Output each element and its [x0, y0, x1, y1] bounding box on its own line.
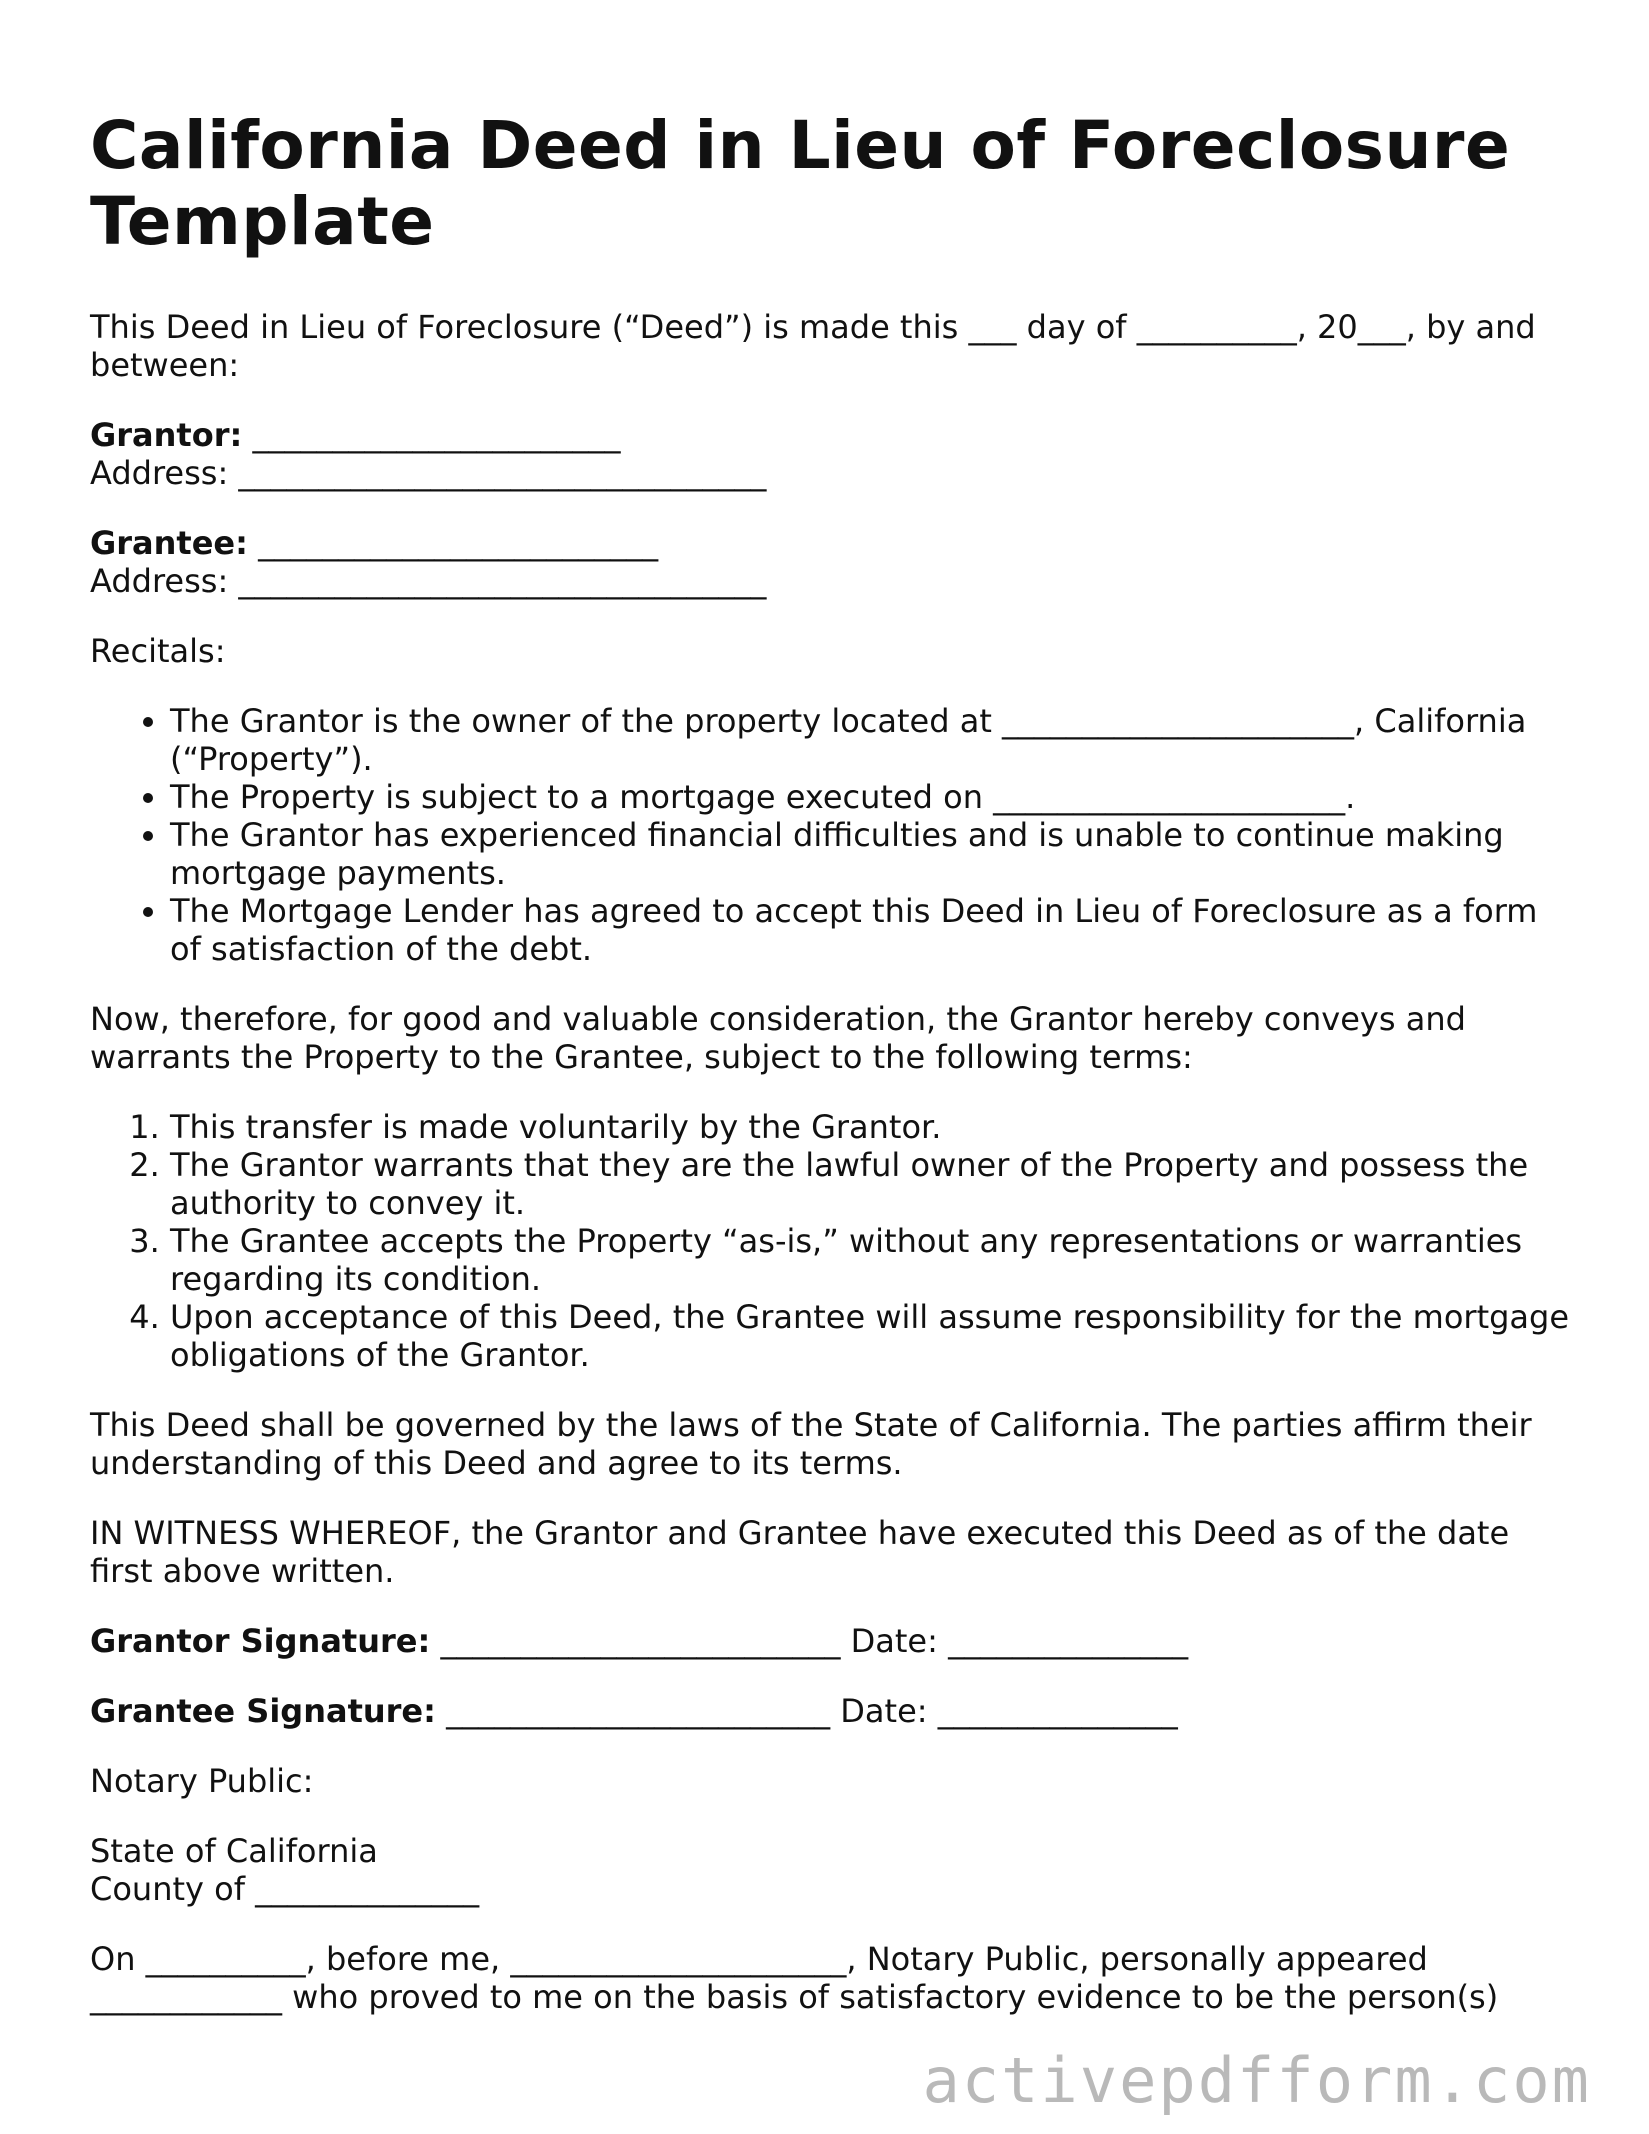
list-item: • The Property is subject to a mortgage executed on ______________________. — [170, 778, 1570, 816]
list-item: 2. The Grantor warrants that they are the lawful owner of the Property and possess the authority to convey it. — [170, 1146, 1570, 1222]
venue-block — [90, 1832, 1570, 1908]
grantor-signature-label: Grantor Signature: — [90, 1622, 431, 1660]
grantee-signature-line — [90, 1692, 1570, 1730]
list-item: • The Grantor is the owner of the property located at ______________________, California (“Property”). — [170, 702, 1570, 778]
county-line: County of ______________ — [90, 1870, 480, 1908]
grantee-label: Grantee: — [90, 524, 248, 562]
list-item: • The Mortgage Lender has agreed to accept this Deed in Lieu of Foreclosure as a form of satisfaction of the debt. — [170, 892, 1570, 968]
governing-law-paragraph: This Deed shall be governed by the laws of the State of California. The parties affirm their understanding of this Deed and agree to its terms. — [90, 1406, 1532, 1482]
grantor-signature-line — [90, 1622, 1570, 1660]
intro-paragraph: This Deed in Lieu of Foreclosure (“Deed”) is made this ___ day of __________, 20___, by and between: — [90, 308, 1536, 384]
grantee-signature-label: Grantee Signature: — [90, 1692, 436, 1730]
document-title: California Deed in Lieu of Foreclosure Template — [90, 107, 1511, 260]
grantor-signature-blanks: _________________________ Date: _______________ — [430, 1622, 1189, 1660]
notary-heading: Notary Public: — [90, 1762, 314, 1800]
witness-paragraph: IN WITNESS WHEREOF, the Grantor and Grantee have executed this Deed as of the date first above written. — [90, 1514, 1510, 1590]
notary-paragraph: On __________, before me, _____________________, Notary Public, personally appeared ____________ who proved to me on the basis of satisfactory evidence to be the person(s) — [90, 1940, 1499, 2016]
list-item: 3. The Grantee accepts the Property “as-is,” without any representations or warranties regarding its condition. — [170, 1222, 1570, 1298]
grantee-name-blank: _________________________ — [247, 524, 659, 562]
grantor-name-blank: _______________________ — [242, 416, 621, 454]
grantee-line — [90, 524, 1570, 562]
recitals-heading: Recitals: — [90, 632, 226, 670]
list-item: 1. This transfer is made voluntarily by the Grantor. — [170, 1108, 1570, 1146]
grantee-signature-blanks: ________________________ Date: _______________ — [435, 1692, 1178, 1730]
list-item: • The Grantor has experienced financial difficulties and is unable to continue making mortgage payments. — [170, 816, 1570, 892]
grantor-address: Address: _________________________________ — [90, 454, 767, 492]
conveyance-paragraph: Now, therefore, for good and valuable consideration, the Grantor hereby conveys and warrants the Property to the Grantee, subject to the following terms: — [90, 1000, 1466, 1076]
recitals-list — [90, 702, 1570, 968]
terms-list — [90, 1108, 1570, 1374]
document-page — [90, 108, 1570, 2048]
state-line: State of California — [90, 1832, 378, 1870]
watermark: activepdfform.com — [922, 2044, 1591, 2117]
grantor-line — [90, 416, 1570, 454]
grantor-block — [90, 416, 1570, 492]
list-item: 4. Upon acceptance of this Deed, the Grantee will assume responsibility for the mortgage obligations of the Grantor. — [170, 1298, 1570, 1374]
grantee-address: Address: _________________________________ — [90, 562, 767, 600]
grantor-label: Grantor: — [90, 416, 243, 454]
grantee-block — [90, 524, 1570, 600]
